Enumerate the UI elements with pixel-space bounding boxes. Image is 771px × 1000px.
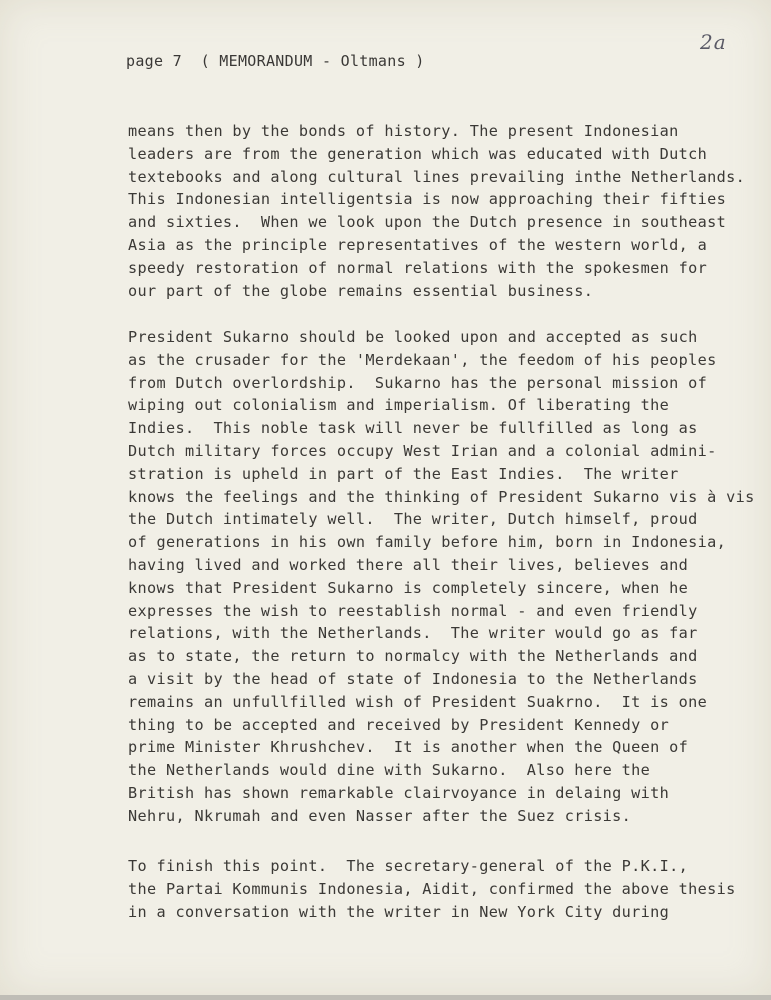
text-line: the Partai Kommunis Indonesia, Aidit, confirmed the above thesis — [128, 879, 736, 898]
paragraph-1 — [128, 120, 748, 302]
text-line: British has shown remarkable clairvoyance in delaing with — [128, 783, 670, 802]
text-line: To finish this point. The secretary-general of the P.K.I., — [128, 857, 689, 875]
text-line: Nehru, Nkrumah and even Nasser after the Suez crisis. — [128, 806, 632, 825]
handwritten-page-number: 2a — [700, 30, 727, 54]
text-line: knows that President Sukarno is completely sincere, when he — [128, 578, 689, 597]
text-line: Dutch military forces occupy West Irian and a colonial admini- — [128, 441, 717, 460]
text-line: President Sukarno should be looked upon and accepted as such — [128, 328, 698, 346]
text-line: remains an unfullfilled wish of President Suakrno. It is one — [128, 692, 708, 711]
page-header: page 7 ( MEMORANDUM - Oltmans ) — [126, 52, 425, 70]
text-line: having lived and worked there all their lives, believes and — [128, 555, 689, 574]
text-line: as the crusader for the 'Merdekaan', the feedom of his peoples — [128, 350, 717, 369]
paragraph-3 — [128, 855, 748, 923]
text-line: This Indonesian intelligentsia is now approaching their fifties — [128, 190, 727, 209]
text-line: a visit by the head of state of Indonesia to the Netherlands — [128, 669, 698, 688]
page-bottom-edge — [0, 995, 771, 1000]
text-line: thing to be accepted and received by President Kennedy or — [128, 715, 670, 734]
text-line: from Dutch overlordship. Sukarno has the personal mission of — [128, 373, 708, 392]
text-line: the Dutch intimately well. The writer, Dutch himself, proud — [128, 510, 698, 529]
text-line: speedy restoration of normal relations with the spokesmen for — [128, 258, 708, 277]
text-line: relations, with the Netherlands. The writer would go as far — [128, 624, 698, 643]
text-line: Asia as the principle representatives of the western world, a — [128, 235, 708, 254]
text-line: stration is upheld in part of the East Indies. The writer — [128, 464, 679, 483]
paragraph-2 — [128, 326, 755, 828]
text-line: expresses the wish to reestablish normal - and even friendly — [128, 601, 698, 620]
text-line: knows the feelings and the thinking of President Sukarno vis à vis — [128, 487, 755, 506]
text-line: leaders are from the generation which was educated with Dutch — [128, 144, 708, 163]
text-line: wiping out colonialism and imperialism. Of liberating the — [128, 396, 670, 415]
text-line: of generations in his own family before him, born in Indonesia, — [128, 533, 727, 552]
text-line: in a conversation with the writer in New York City during — [128, 902, 670, 921]
text-line: the Netherlands would dine with Sukarno. Also here the — [128, 761, 651, 780]
text-line: and sixties. When we look upon the Dutch presence in southeast — [128, 213, 727, 232]
text-line: textebooks and along cultural lines prevailing inthe Netherlands. — [128, 167, 746, 186]
text-line: prime Minister Khrushchev. It is another when the Queen of — [128, 738, 689, 757]
text-line: our part of the globe remains essential business. — [128, 281, 594, 300]
text-line: as to state, the return to normalcy with the Netherlands and — [128, 647, 698, 666]
text-line: means then by the bonds of history. The present Indonesian — [128, 122, 679, 140]
text-line: Indies. This noble task will never be fullfilled as long as — [128, 419, 698, 438]
